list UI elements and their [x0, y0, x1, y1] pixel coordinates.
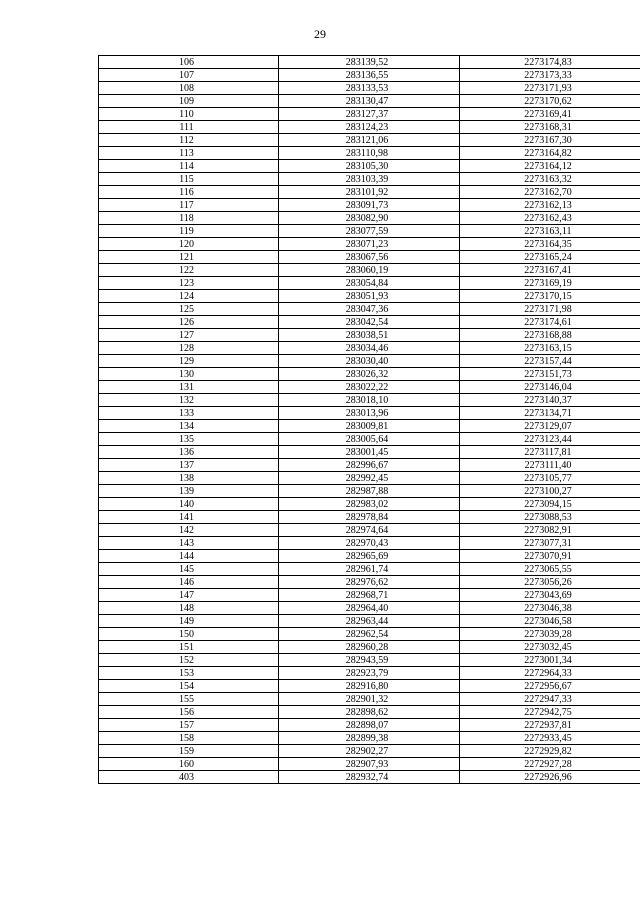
- table-row: [99, 173, 640, 186]
- x-coordinate-cell: 282899,38: [279, 732, 460, 745]
- y-coordinate-cell: 2272926,96: [460, 771, 640, 784]
- y-coordinate-cell: 2273163,15: [460, 342, 640, 355]
- point-number-cell: 117: [99, 199, 279, 212]
- y-coordinate-cell: 2273140,37: [460, 394, 640, 407]
- point-number-cell: 127: [99, 329, 279, 342]
- table-row: [99, 706, 640, 719]
- x-coordinate-cell: 282932,74: [279, 771, 460, 784]
- x-coordinate-cell: 283133,53: [279, 82, 460, 95]
- table-row: [99, 82, 640, 95]
- x-coordinate-cell: 283071,23: [279, 238, 460, 251]
- point-number-cell: 126: [99, 316, 279, 329]
- table-row: [99, 225, 640, 238]
- point-number-cell: 115: [99, 173, 279, 186]
- y-coordinate-cell: 2273117,81: [460, 446, 640, 459]
- x-coordinate-cell: 282964,40: [279, 602, 460, 615]
- y-coordinate-cell: 2273174,83: [460, 56, 640, 69]
- y-coordinate-cell: 2273170,62: [460, 95, 640, 108]
- point-number-cell: 141: [99, 511, 279, 524]
- table-row: [99, 758, 640, 771]
- table-row: [99, 290, 640, 303]
- table-row: [99, 303, 640, 316]
- point-number-cell: 114: [99, 160, 279, 173]
- table-row: [99, 719, 640, 732]
- y-coordinate-cell: 2273164,12: [460, 160, 640, 173]
- y-coordinate-cell: 2273039,28: [460, 628, 640, 641]
- point-number-cell: 123: [99, 277, 279, 290]
- table-row: [99, 95, 640, 108]
- y-coordinate-cell: 2273077,31: [460, 537, 640, 550]
- x-coordinate-cell: 283022,22: [279, 381, 460, 394]
- y-coordinate-cell: 2273129,07: [460, 420, 640, 433]
- point-number-cell: 156: [99, 706, 279, 719]
- x-coordinate-cell: 282943,59: [279, 654, 460, 667]
- y-coordinate-cell: 2272942,75: [460, 706, 640, 719]
- x-coordinate-cell: 283091,73: [279, 199, 460, 212]
- table-row: [99, 615, 640, 628]
- point-number-cell: 158: [99, 732, 279, 745]
- y-coordinate-cell: 2272933,45: [460, 732, 640, 745]
- y-coordinate-cell: 2273163,32: [460, 173, 640, 186]
- point-number-cell: 149: [99, 615, 279, 628]
- coordinates-table: [98, 55, 640, 784]
- table-row: [99, 420, 640, 433]
- point-number-cell: 121: [99, 251, 279, 264]
- point-number-cell: 110: [99, 108, 279, 121]
- y-coordinate-cell: 2273164,82: [460, 147, 640, 160]
- table-row: [99, 108, 640, 121]
- x-coordinate-cell: 283136,55: [279, 69, 460, 82]
- point-number-cell: 144: [99, 550, 279, 563]
- x-coordinate-cell: 283060,19: [279, 264, 460, 277]
- table-row: [99, 446, 640, 459]
- x-coordinate-cell: 282916,80: [279, 680, 460, 693]
- table-row: [99, 563, 640, 576]
- x-coordinate-cell: 283124,23: [279, 121, 460, 134]
- table-row: [99, 407, 640, 420]
- y-coordinate-cell: 2273088,53: [460, 511, 640, 524]
- point-number-cell: 139: [99, 485, 279, 498]
- y-coordinate-cell: 2273169,19: [460, 277, 640, 290]
- table-row: [99, 550, 640, 563]
- table-row: [99, 329, 640, 342]
- x-coordinate-cell: 282996,67: [279, 459, 460, 472]
- x-coordinate-cell: 283110,98: [279, 147, 460, 160]
- point-number-cell: 155: [99, 693, 279, 706]
- table-row: [99, 316, 640, 329]
- point-number-cell: 106: [99, 56, 279, 69]
- table-row: [99, 160, 640, 173]
- y-coordinate-cell: 2273157,44: [460, 355, 640, 368]
- x-coordinate-cell: 282976,62: [279, 576, 460, 589]
- x-coordinate-cell: 283101,92: [279, 186, 460, 199]
- table-row: [99, 394, 640, 407]
- point-number-cell: 133: [99, 407, 279, 420]
- y-coordinate-cell: 2273001,34: [460, 654, 640, 667]
- x-coordinate-cell: 282898,07: [279, 719, 460, 732]
- point-number-cell: 157: [99, 719, 279, 732]
- table-row: [99, 147, 640, 160]
- table-row: [99, 576, 640, 589]
- y-coordinate-cell: 2272964,33: [460, 667, 640, 680]
- table-row: [99, 342, 640, 355]
- x-coordinate-cell: 283018,10: [279, 394, 460, 407]
- table-row: [99, 628, 640, 641]
- point-number-cell: 159: [99, 745, 279, 758]
- point-number-cell: 160: [99, 758, 279, 771]
- point-number-cell: 148: [99, 602, 279, 615]
- y-coordinate-cell: 2273046,38: [460, 602, 640, 615]
- point-number-cell: 151: [99, 641, 279, 654]
- x-coordinate-cell: 282923,79: [279, 667, 460, 680]
- coordinates-table-body: [99, 56, 640, 784]
- x-coordinate-cell: 283077,59: [279, 225, 460, 238]
- x-coordinate-cell: 282987,88: [279, 485, 460, 498]
- x-coordinate-cell: 283005,64: [279, 433, 460, 446]
- point-number-cell: 107: [99, 69, 279, 82]
- table-row: [99, 771, 640, 784]
- point-number-cell: 145: [99, 563, 279, 576]
- table-row: [99, 589, 640, 602]
- table-row: [99, 511, 640, 524]
- x-coordinate-cell: 283026,32: [279, 368, 460, 381]
- page-number: 29: [314, 27, 326, 41]
- y-coordinate-cell: 2273174,61: [460, 316, 640, 329]
- x-coordinate-cell: 282901,32: [279, 693, 460, 706]
- table-row: [99, 680, 640, 693]
- x-coordinate-cell: 283030,40: [279, 355, 460, 368]
- point-number-cell: 108: [99, 82, 279, 95]
- x-coordinate-cell: 282992,45: [279, 472, 460, 485]
- x-coordinate-cell: 282965,69: [279, 550, 460, 563]
- table-row: [99, 134, 640, 147]
- point-number-cell: 116: [99, 186, 279, 199]
- point-number-cell: 147: [99, 589, 279, 602]
- point-number-cell: 142: [99, 524, 279, 537]
- y-coordinate-cell: 2273168,31: [460, 121, 640, 134]
- y-coordinate-cell: 2272937,81: [460, 719, 640, 732]
- point-number-cell: 124: [99, 290, 279, 303]
- y-coordinate-cell: 2273123,44: [460, 433, 640, 446]
- x-coordinate-cell: 282898,62: [279, 706, 460, 719]
- point-number-cell: 129: [99, 355, 279, 368]
- y-coordinate-cell: 2273151,73: [460, 368, 640, 381]
- table-row: [99, 472, 640, 485]
- table-row: [99, 459, 640, 472]
- point-number-cell: 150: [99, 628, 279, 641]
- point-number-cell: 111: [99, 121, 279, 134]
- y-coordinate-cell: 2273162,43: [460, 212, 640, 225]
- x-coordinate-cell: 283130,47: [279, 95, 460, 108]
- table-row: [99, 524, 640, 537]
- x-coordinate-cell: 283127,37: [279, 108, 460, 121]
- point-number-cell: 113: [99, 147, 279, 160]
- point-number-cell: 152: [99, 654, 279, 667]
- point-number-cell: 128: [99, 342, 279, 355]
- y-coordinate-cell: 2273105,77: [460, 472, 640, 485]
- point-number-cell: 132: [99, 394, 279, 407]
- x-coordinate-cell: 282970,43: [279, 537, 460, 550]
- x-coordinate-cell: 283105,30: [279, 160, 460, 173]
- point-number-cell: 138: [99, 472, 279, 485]
- y-coordinate-cell: 2273100,27: [460, 485, 640, 498]
- table-row: [99, 121, 640, 134]
- point-number-cell: 130: [99, 368, 279, 381]
- table-row: [99, 641, 640, 654]
- x-coordinate-cell: 282962,54: [279, 628, 460, 641]
- y-coordinate-cell: 2273164,35: [460, 238, 640, 251]
- point-number-cell: 125: [99, 303, 279, 316]
- x-coordinate-cell: 283013,96: [279, 407, 460, 420]
- y-coordinate-cell: 2273056,26: [460, 576, 640, 589]
- y-coordinate-cell: 2273171,93: [460, 82, 640, 95]
- point-number-cell: 146: [99, 576, 279, 589]
- point-number-cell: 403: [99, 771, 279, 784]
- y-coordinate-cell: 2273082,91: [460, 524, 640, 537]
- y-coordinate-cell: 2272927,28: [460, 758, 640, 771]
- point-number-cell: 112: [99, 134, 279, 147]
- x-coordinate-cell: 282902,27: [279, 745, 460, 758]
- table-row: [99, 602, 640, 615]
- x-coordinate-cell: 283038,51: [279, 329, 460, 342]
- x-coordinate-cell: 282963,44: [279, 615, 460, 628]
- table-row: [99, 381, 640, 394]
- point-number-cell: 134: [99, 420, 279, 433]
- x-coordinate-cell: 283121,06: [279, 134, 460, 147]
- table-row: [99, 199, 640, 212]
- table-row: [99, 732, 640, 745]
- x-coordinate-cell: 282968,71: [279, 589, 460, 602]
- point-number-cell: 120: [99, 238, 279, 251]
- y-coordinate-cell: 2273162,70: [460, 186, 640, 199]
- table-row: [99, 693, 640, 706]
- y-coordinate-cell: 2273163,11: [460, 225, 640, 238]
- y-coordinate-cell: 2273167,30: [460, 134, 640, 147]
- y-coordinate-cell: 2273043,69: [460, 589, 640, 602]
- y-coordinate-cell: 2273165,24: [460, 251, 640, 264]
- point-number-cell: 154: [99, 680, 279, 693]
- y-coordinate-cell: 2273065,55: [460, 563, 640, 576]
- y-coordinate-cell: 2272929,82: [460, 745, 640, 758]
- x-coordinate-cell: 283082,90: [279, 212, 460, 225]
- x-coordinate-cell: 282961,74: [279, 563, 460, 576]
- table-row: [99, 277, 640, 290]
- table-row: [99, 69, 640, 82]
- y-coordinate-cell: 2273169,41: [460, 108, 640, 121]
- table-row: [99, 264, 640, 277]
- point-number-cell: 109: [99, 95, 279, 108]
- y-coordinate-cell: 2273171,98: [460, 303, 640, 316]
- y-coordinate-cell: 2273168,88: [460, 329, 640, 342]
- table-row: [99, 368, 640, 381]
- x-coordinate-cell: 283139,52: [279, 56, 460, 69]
- point-number-cell: 137: [99, 459, 279, 472]
- x-coordinate-cell: 282907,93: [279, 758, 460, 771]
- y-coordinate-cell: 2273170,15: [460, 290, 640, 303]
- point-number-cell: 153: [99, 667, 279, 680]
- point-number-cell: 143: [99, 537, 279, 550]
- x-coordinate-cell: 283009,81: [279, 420, 460, 433]
- table-row: [99, 667, 640, 680]
- y-coordinate-cell: 2273032,45: [460, 641, 640, 654]
- x-coordinate-cell: 282974,64: [279, 524, 460, 537]
- y-coordinate-cell: 2273134,71: [460, 407, 640, 420]
- table-row: [99, 238, 640, 251]
- table-row: [99, 433, 640, 446]
- y-coordinate-cell: 2272956,67: [460, 680, 640, 693]
- table-row: [99, 212, 640, 225]
- y-coordinate-cell: 2273173,33: [460, 69, 640, 82]
- y-coordinate-cell: 2273070,91: [460, 550, 640, 563]
- x-coordinate-cell: 283047,36: [279, 303, 460, 316]
- point-number-cell: 122: [99, 264, 279, 277]
- table-row: [99, 654, 640, 667]
- table-row: [99, 537, 640, 550]
- y-coordinate-cell: 2273167,41: [460, 264, 640, 277]
- point-number-cell: 118: [99, 212, 279, 225]
- x-coordinate-cell: 282960,28: [279, 641, 460, 654]
- y-coordinate-cell: 2273046,58: [460, 615, 640, 628]
- table-row: [99, 355, 640, 368]
- table-row: [99, 186, 640, 199]
- y-coordinate-cell: 2273111,40: [460, 459, 640, 472]
- y-coordinate-cell: 2273094,15: [460, 498, 640, 511]
- table-row: [99, 498, 640, 511]
- y-coordinate-cell: 2272947,33: [460, 693, 640, 706]
- y-coordinate-cell: 2273162,13: [460, 199, 640, 212]
- table-row: [99, 251, 640, 264]
- x-coordinate-cell: 283051,93: [279, 290, 460, 303]
- table-row: [99, 745, 640, 758]
- x-coordinate-cell: 283054,84: [279, 277, 460, 290]
- x-coordinate-cell: 282983,02: [279, 498, 460, 511]
- x-coordinate-cell: 282978,84: [279, 511, 460, 524]
- x-coordinate-cell: 283001,45: [279, 446, 460, 459]
- y-coordinate-cell: 2273146,04: [460, 381, 640, 394]
- point-number-cell: 136: [99, 446, 279, 459]
- x-coordinate-cell: 283067,56: [279, 251, 460, 264]
- point-number-cell: 135: [99, 433, 279, 446]
- point-number-cell: 140: [99, 498, 279, 511]
- table-row: [99, 56, 640, 69]
- x-coordinate-cell: 283042,54: [279, 316, 460, 329]
- table-row: [99, 485, 640, 498]
- x-coordinate-cell: 283103,39: [279, 173, 460, 186]
- point-number-cell: 119: [99, 225, 279, 238]
- x-coordinate-cell: 283034,46: [279, 342, 460, 355]
- point-number-cell: 131: [99, 381, 279, 394]
